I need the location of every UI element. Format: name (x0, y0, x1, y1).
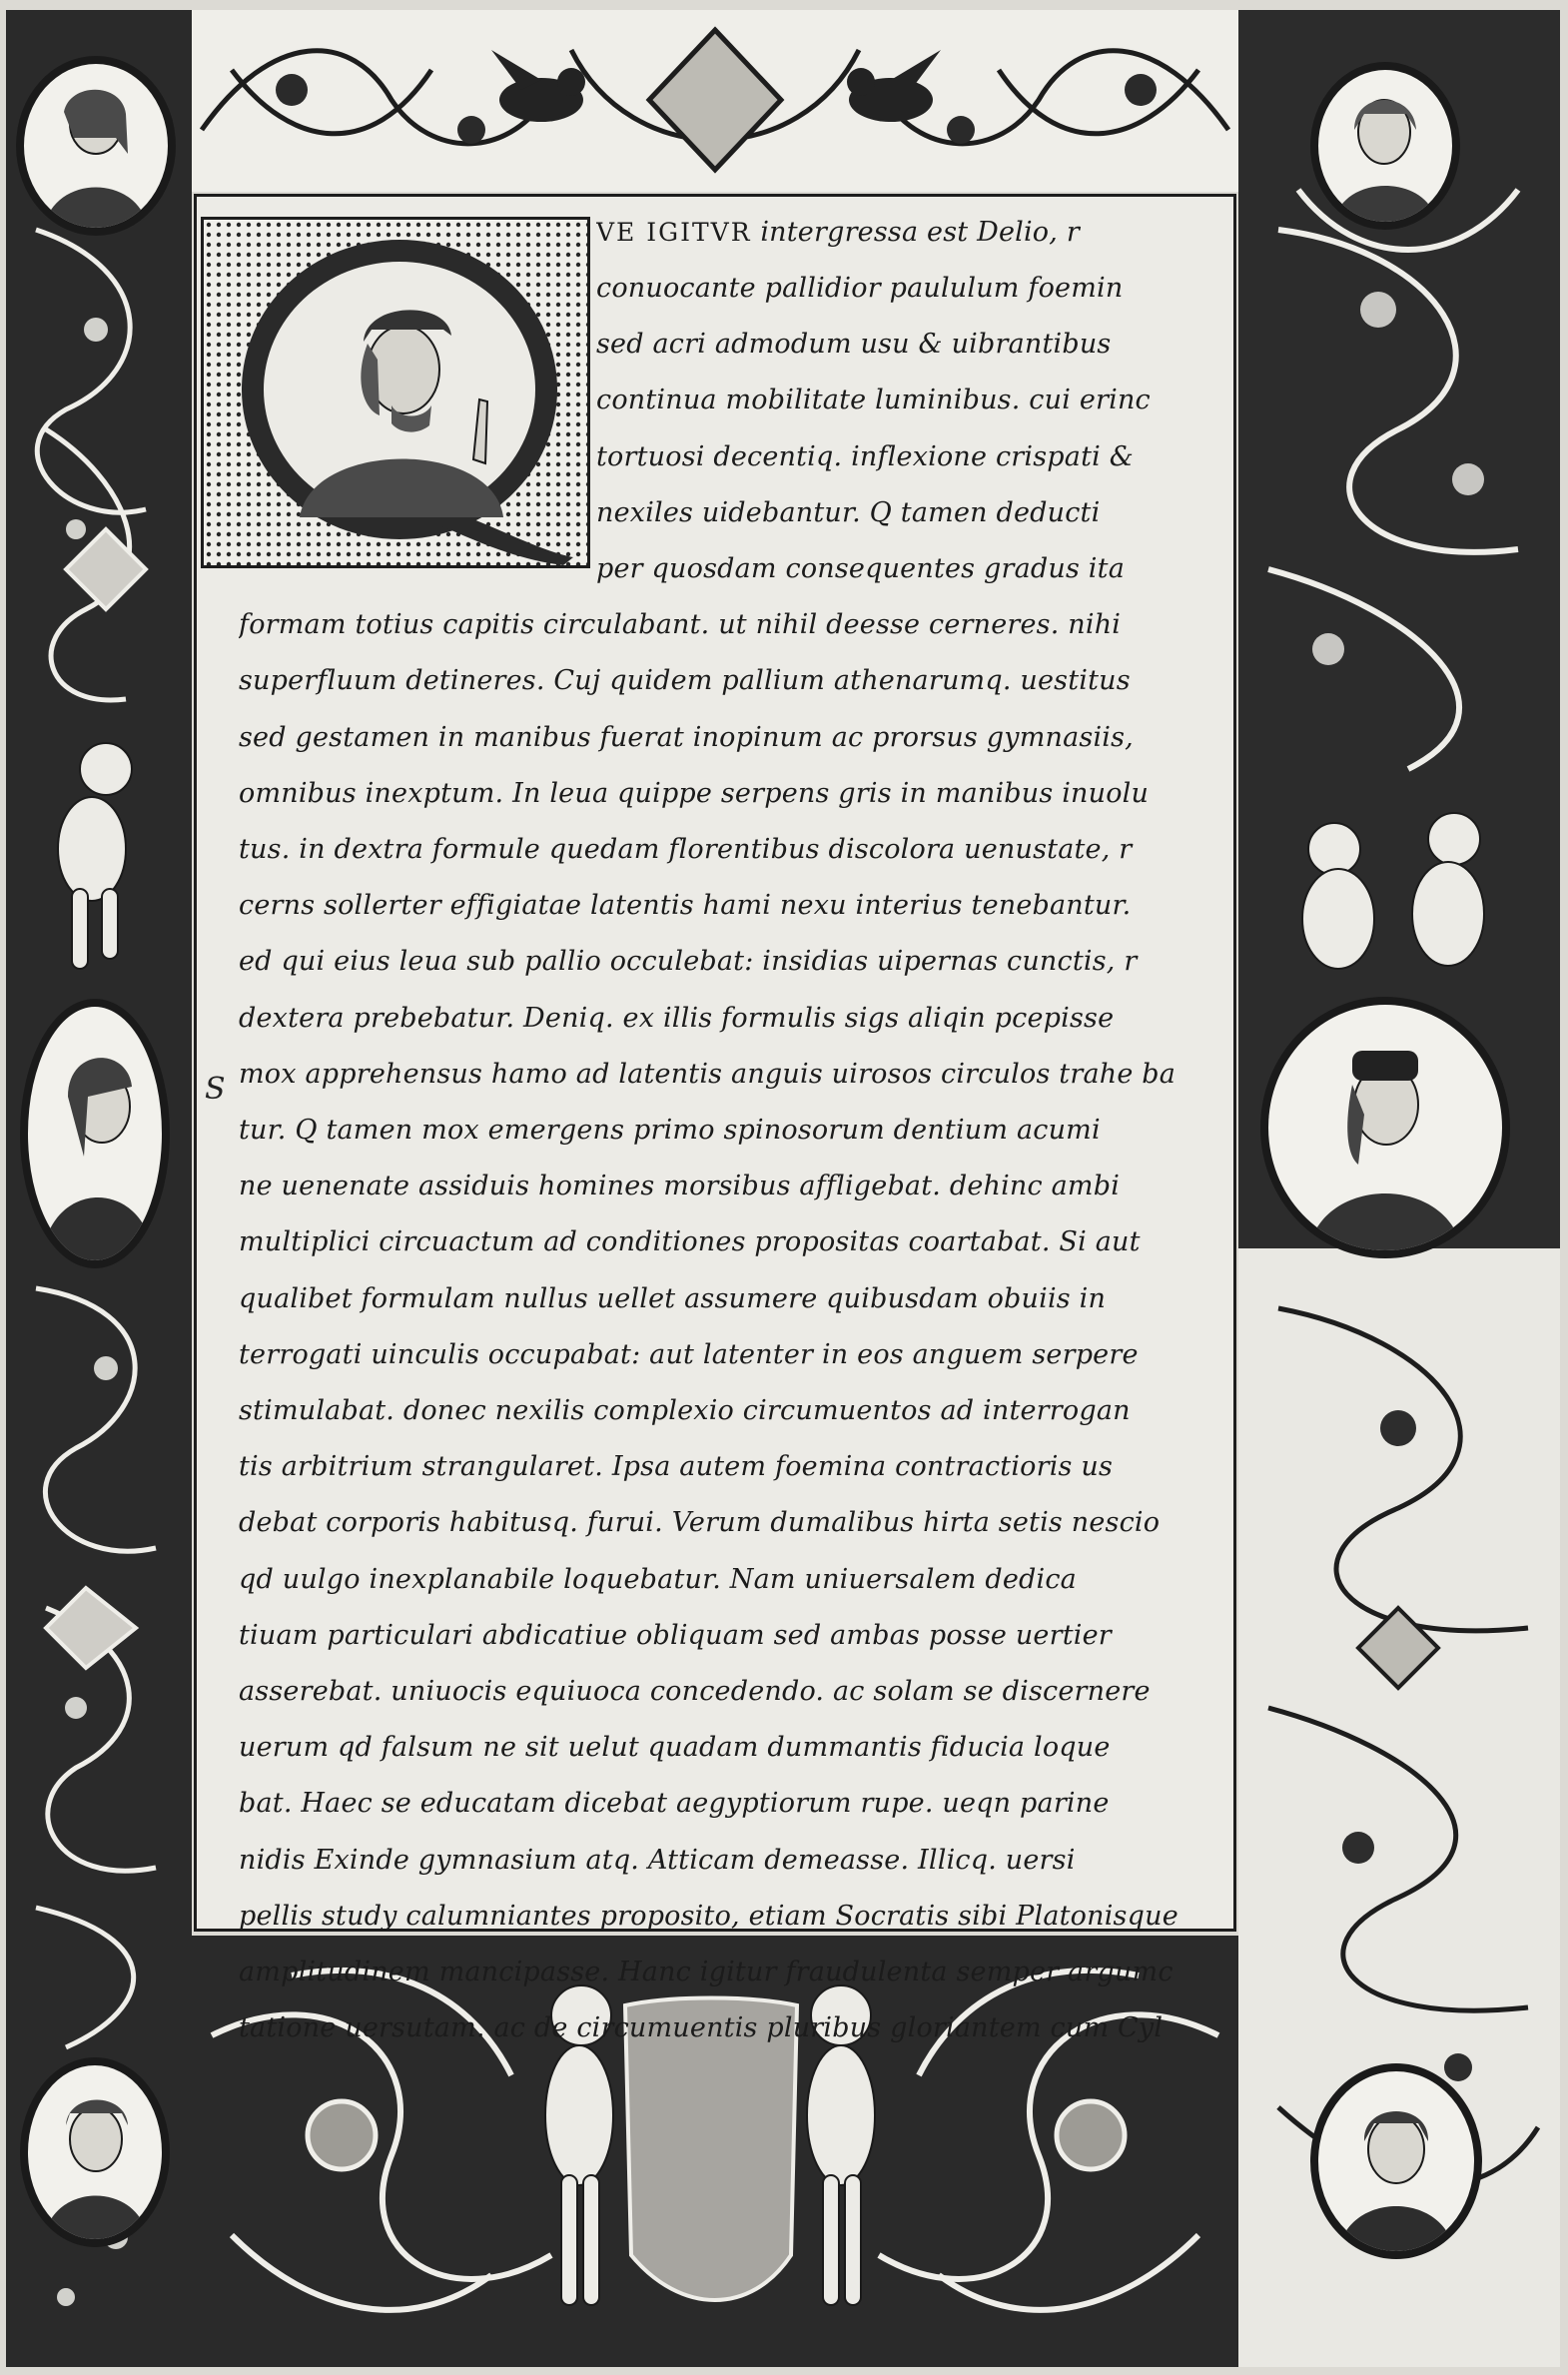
text-line: formam totius capitis circulabant. ut nihil deesse cerneres. nihi (239, 609, 1122, 640)
bottom-ornamental-border (192, 1936, 1238, 2367)
portrait-medallion-young-man (1310, 2063, 1482, 2259)
text-line: nexiles uidebantur. Q tamen deducti (596, 497, 1101, 528)
text-line: nidis Exinde gymnasium atq. Atticam demeasse. Illicq. uersi (239, 1845, 1076, 1876)
text-line: pellis study calumniantes proposito, etiam Socratis sibi Platonisque (239, 1901, 1178, 1932)
text-line: cerns sollerter effigiatae latentis hami nexu interius tenebantur. (239, 890, 1132, 921)
top-ornamental-border (192, 10, 1238, 192)
text-line: tiuam particulari abdicatiue obliquam sed ambas posse uertier (239, 1620, 1112, 1651)
opening-rubric: VE IGITVR (596, 218, 752, 247)
text-line: continua mobilitate luminibus. cui erinc (596, 385, 1151, 415)
text-line: tur. Q tamen mox emergens primo spinosorum dentium acumi (239, 1115, 1101, 1146)
right-ornamental-border (1238, 10, 1560, 2367)
text-line: superfluum detineres. Cuj quidem pallium athenarumq. uestitus (239, 665, 1131, 696)
text-line: terrogati uinculis occupabat: aut latenter in eos anguem serpere (239, 1339, 1139, 1370)
text-line: omnibus inexptum. In leua quippe serpens gris in manibus inuolu (239, 778, 1150, 809)
portrait-medallion-laurel (20, 2057, 170, 2247)
text-panel (194, 194, 1236, 2043)
text-line: conuocante pallidior paululum foemin (596, 273, 1124, 304)
text-line: ed qui eius leua sub pallio occulebat: insidias uipernas cunctis, r (239, 946, 1138, 977)
historiated-initial (201, 217, 590, 568)
text-line: multiplici circuactum ad conditiones propositas coartabat. Si aut (239, 1226, 1141, 1257)
text-line: stimulabat. donec nexilis complexio circumuentos ad interrogan (239, 1395, 1131, 1426)
text-line-opening (596, 213, 1225, 255)
opening-words: intergressa est Delio, r (760, 217, 1080, 248)
text-line: ne uenenate assiduis homines morsibus affligebat. dehinc ambi (239, 1171, 1121, 1201)
text-line: dextera prebebatur. Deniq. ex illis formulis sigs aliqin pcepisse (239, 1003, 1115, 1034)
text-line: qualibet formulam nullus uellet assumere quibusdam obuiis in (239, 1283, 1107, 1314)
text-line: debat corporis habitusq. furui. Verum dumalibus hirta setis nescio (239, 1507, 1161, 1538)
text-line: sed acri admodum usu & uibrantibus (596, 329, 1112, 360)
text-line: tatione uersutam. ac de circumuentis pluribus gloriantem cum Cyl (239, 2012, 1164, 2043)
text-line: tis arbitrium strangularet. Ipsa autem foemina contractioris us (239, 1451, 1114, 1482)
text-line: sed gestamen in manibus fuerat inopinum ac prorsus gymnasiis, (239, 722, 1134, 753)
text-line: mox apprehensus hamo ad latentis anguis uirosos circulos trahe ba (239, 1059, 1176, 1090)
text-line: tus. in dextra formule quedam florentibus discolora uenustate, r (239, 834, 1133, 865)
text-line: uerum qd falsum ne sit uelut quadam dummantis fiducia loque (239, 1732, 1111, 1763)
portrait-medallion-profile (20, 999, 170, 1268)
text-line: bat. Haec se educatam dicebat aegyptiorum rupe. ueqn parine (239, 1788, 1110, 1819)
portrait-medallion-youth (16, 56, 176, 236)
marginal-letter: S (205, 1072, 226, 1107)
left-ornamental-border (6, 10, 192, 2367)
portrait-medallion-capped-youth (1260, 997, 1510, 1258)
text-line: asserebat. uniuocis equiuoca concedendo. ac solam se discernere (239, 1676, 1151, 1707)
portrait-medallion-lady (1310, 62, 1460, 230)
text-line: tortuosi decentiq. inflexione crispati & (596, 441, 1134, 472)
text-line: per quosdam consequentes gradus ita (596, 553, 1125, 584)
text-line: qd uulgo inexplanabile loquebatur. Nam uniuersalem dedica (239, 1564, 1077, 1595)
text-line: amplitudinem mancipasse. Hanc igitur fraudulenta semper argumc (239, 1957, 1174, 1987)
